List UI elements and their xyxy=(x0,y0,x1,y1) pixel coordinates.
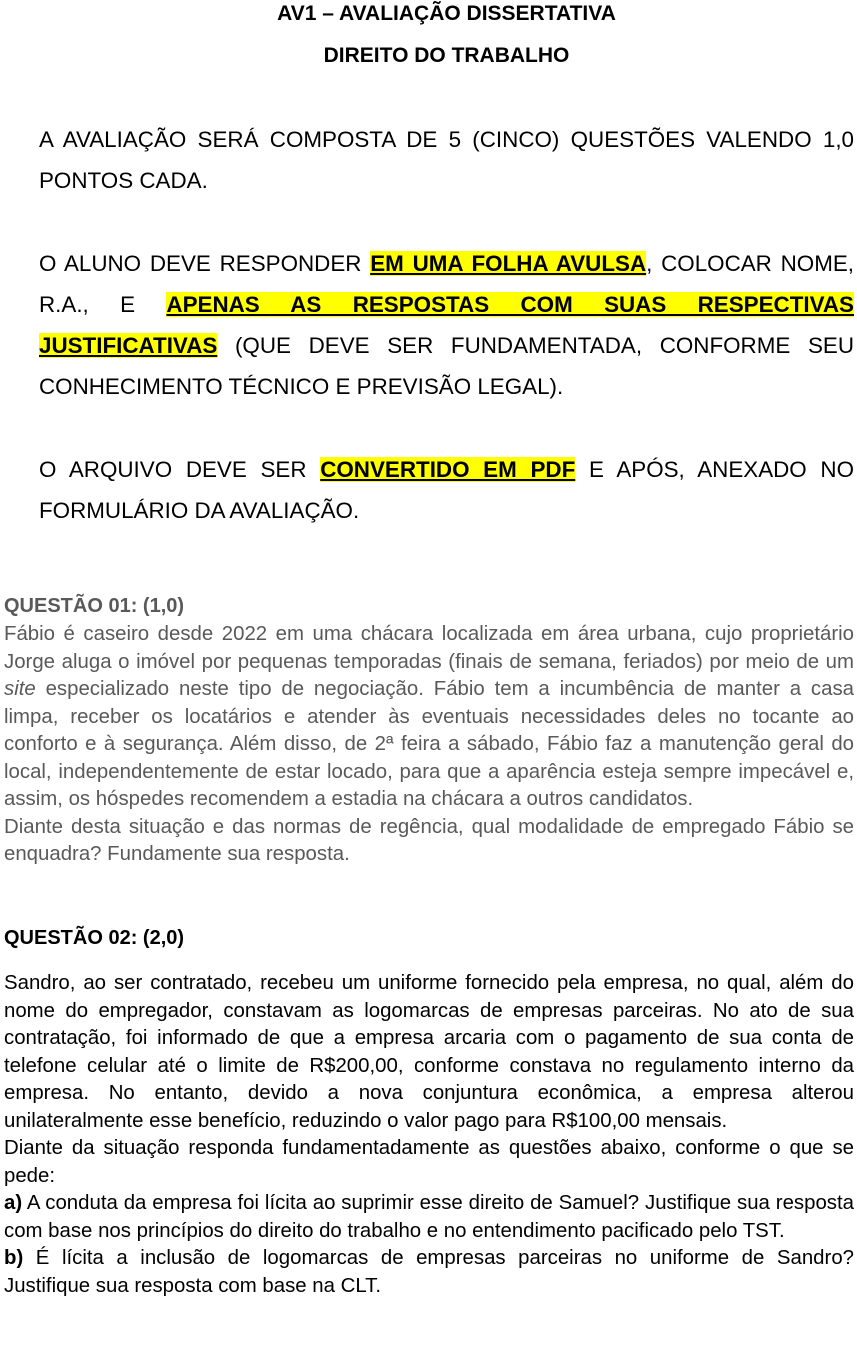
instruction-text: , COLOCAR NOME, R.A., E xyxy=(39,251,855,317)
document-subtitle: DIREITO DO TRABALHO xyxy=(323,44,570,67)
question-2-text: Sandro, ao ser contratado, recebeu um uniforme fornecido pela empresa, no qual, além do nome do empregador, constavam as logomarcas de empresas parceiras. No ato de sua contratação, foi informado de que a empresa arcaria com o pagamento de sua conta de telefone celular até o limite de R$200,00, conforme constava no regulamento interno da empresa. No entanto, devido a nova conjuntura econômica, a empresa alterou unilateralmente esse benefício, reduzindo o valor pago para R$100,00 mensais. xyxy=(4,972,854,1132)
instruction-text: E APÓS, ANEXADO NO FORMULÁRIO DA AVALIAÇÃO. xyxy=(39,457,854,523)
item-a-label: a) xyxy=(4,1192,23,1214)
question-2-intro: Diante da situação responda fundamentadamente as questões abaixo, conforme o que se pede: xyxy=(4,1137,854,1187)
italic-site: site xyxy=(4,678,36,700)
question-1-prompt: Diante desta situação e das normas de regência, qual modalidade de empregado Fábio se enquadra? Fundamente sua resposta. xyxy=(4,815,854,865)
highlight-folha-avulsa: EM UMA FOLHA AVULSA xyxy=(370,251,647,276)
instruction-text: A AVALIAÇÃO SERÁ COMPOSTA DE 5 (CINCO) QUESTÕES VALENDO 1,0 PONTOS CADA. xyxy=(39,127,854,193)
instruction-paragraph-3 xyxy=(39,449,854,531)
item-b-label: b) xyxy=(4,1247,24,1269)
instruction-text: O ARQUIVO DEVE SER xyxy=(39,457,321,482)
instruction-paragraph-2 xyxy=(39,243,854,407)
highlight-respostas-justificativas: APENAS AS RESPOSTAS COM SUAS RESPECTIVAS JUSTIFICATIVAS xyxy=(39,292,854,358)
highlight-convertido-pdf: CONVERTIDO EM PDF xyxy=(320,457,576,482)
instruction-text: O ALUNO DEVE RESPONDER xyxy=(39,251,371,276)
question-2-body xyxy=(4,970,854,1300)
question-2-title: QUESTÃO 02: (2,0) xyxy=(4,927,185,949)
question-2-item-a: a) A conduta da empresa foi lícita ao suprimir esse direito de Samuel? Justifique sua resposta com base nos princípios do direito do trabalho e no entendimento pacificado pelo TST. xyxy=(4,1192,854,1242)
question-1-body xyxy=(4,621,854,869)
instruction-paragraph-1 xyxy=(39,119,854,201)
question-1-title: QUESTÃO 01: (1,0) xyxy=(4,595,185,617)
question-1-text: Fábio é caseiro desde 2022 em uma chácara localizada em área urbana, cujo proprietário Jorge aluga o imóvel por pequenas temporadas (finais de semana, feriados) por meio de um site especializado neste tipo de negociação. Fábio tem a incumbência de manter a casa limpa, receber os locatários e atender às eventuais necessidades deles no tocante ao conforto e à segurança. Além disso, de 2ª feira a sábado, Fábio faz a manutenção geral do local, independentemente de estar locado, para que a aparência esteja sempre impecável e, assim, os hóspedes recomendem a estadia na chácara a outros candidatos. xyxy=(4,623,854,810)
instruction-text: (QUE DEVE SER FUNDAMENTADA, CONFORME SEU CONHECIMENTO TÉCNICO E PREVISÃO LEGAL). xyxy=(39,333,854,399)
question-2-item-b: b) É lícita a inclusão de logomarcas de empresas parceiras no uniforme de Sandro? Justifique sua resposta com base na CLT. xyxy=(4,1247,854,1297)
document-title: AV1 – AVALIAÇÃO DISSERTATIVA xyxy=(277,2,616,25)
